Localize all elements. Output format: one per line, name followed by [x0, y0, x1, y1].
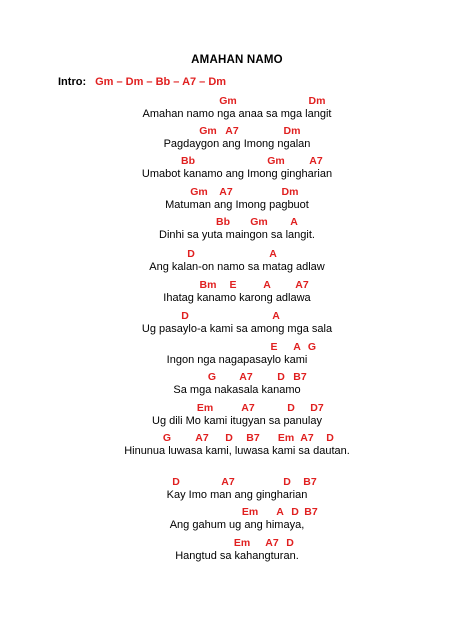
- lyric-line-14: Ang gahum ug ang himaya,: [169, 519, 305, 531]
- chord: A7: [295, 279, 309, 291]
- chord: B7: [303, 476, 317, 488]
- chord-line-6: [0, 248, 474, 262]
- lyric-line-13: Kay Imo man ang gingharian: [166, 489, 308, 501]
- chord: Bb: [181, 155, 195, 167]
- chord: Dm: [308, 95, 326, 107]
- chord: A7: [309, 155, 323, 167]
- chord-line-15: [0, 537, 474, 551]
- chord: Gm: [199, 125, 217, 137]
- song-title: AMAHAN NAMO: [191, 54, 283, 66]
- lyric-line-10: Sa mga nakasala kanamo: [173, 384, 301, 396]
- lyric-line-12: Hinunua luwasa kami, luwasa kami sa dautan.: [124, 445, 350, 457]
- chord: D: [172, 476, 180, 488]
- chord: Dm: [283, 125, 301, 137]
- chord-line-9: [0, 341, 474, 355]
- lyric-line-3: Umabot kanamo ang Imong gingharian: [141, 168, 333, 180]
- chord: E: [229, 279, 237, 291]
- chord: D: [283, 476, 291, 488]
- chord-line-11: [0, 402, 474, 416]
- lyric-line-6: Ang kalan-on namo sa matag adlaw: [149, 261, 325, 273]
- chord: A7: [241, 402, 255, 414]
- chord: A: [263, 279, 271, 291]
- intro-line: [58, 76, 226, 88]
- chord: A7: [195, 432, 209, 444]
- chord-line-10: [0, 371, 474, 385]
- lyric-line-8: Ug pasaylo-a kami sa among mga sala: [141, 323, 333, 335]
- chord: D: [277, 371, 285, 383]
- lyric-line-9: Ingon nga nagapasaylo kami: [166, 354, 308, 366]
- chord: Gm: [250, 216, 268, 228]
- chord: A: [293, 341, 301, 353]
- chord: A7: [265, 537, 279, 549]
- chord: A7: [239, 371, 253, 383]
- chord: D: [326, 432, 334, 444]
- lyric-line-2: Pagdaygon ang Imong ngalan: [163, 138, 311, 150]
- chord: Em: [277, 432, 295, 444]
- chord: Em: [233, 537, 251, 549]
- chord-line-1: [0, 95, 474, 109]
- chord: D: [225, 432, 233, 444]
- lyric-line-7: Ihatag kanamo karong adlawa: [163, 292, 311, 304]
- chord: D: [286, 537, 294, 549]
- chord: D: [287, 402, 295, 414]
- chord-line-12: [0, 432, 474, 446]
- lyric-line-15: Hangtud sa kahangturan.: [175, 550, 299, 562]
- chord: D: [187, 248, 195, 260]
- chord: B7: [304, 506, 318, 518]
- chord: Gm: [219, 95, 237, 107]
- chord: Bm: [199, 279, 217, 291]
- chord-line-2: [0, 125, 474, 139]
- chord: G: [207, 371, 217, 383]
- chord: Bb: [216, 216, 230, 228]
- chord: A7: [219, 186, 233, 198]
- chord: D7: [310, 402, 324, 414]
- intro-label: Intro:: [58, 76, 87, 88]
- chord: D: [291, 506, 299, 518]
- chord: A7: [300, 432, 314, 444]
- chord-line-8: [0, 310, 474, 324]
- chord-line-14: [0, 506, 474, 520]
- chord: B7: [246, 432, 260, 444]
- chord: Gm: [190, 186, 208, 198]
- chord: Gm: [267, 155, 285, 167]
- chord: G: [162, 432, 172, 444]
- chord-line-7: [0, 279, 474, 293]
- chord: G: [307, 341, 317, 353]
- chord-line-3: [0, 155, 474, 169]
- chord: B7: [293, 371, 307, 383]
- lyric-line-1: Amahan namo nga anaa sa mga langit: [142, 108, 332, 120]
- chord: A: [269, 248, 277, 260]
- chord-line-13: [0, 476, 474, 490]
- lyric-line-11: Ug dili Mo kami itugyan sa panulay: [152, 415, 322, 427]
- chord: E: [270, 341, 278, 353]
- chord: Dm: [281, 186, 299, 198]
- chord: A7: [221, 476, 235, 488]
- intro-chords: Gm – Dm – Bb – A7 – Dm: [95, 76, 227, 88]
- chord: A: [290, 216, 298, 228]
- chord: D: [181, 310, 189, 322]
- chord: A7: [225, 125, 239, 137]
- chord: Em: [196, 402, 214, 414]
- chord-line-4: [0, 186, 474, 200]
- chord: A: [272, 310, 280, 322]
- lyric-line-5: Dinhi sa yuta maingon sa langit.: [159, 229, 315, 241]
- lyric-line-4: Matuman ang Imong pagbuot: [165, 199, 309, 211]
- chord: Em: [241, 506, 259, 518]
- chord-line-5: [0, 216, 474, 230]
- chord: A: [276, 506, 284, 518]
